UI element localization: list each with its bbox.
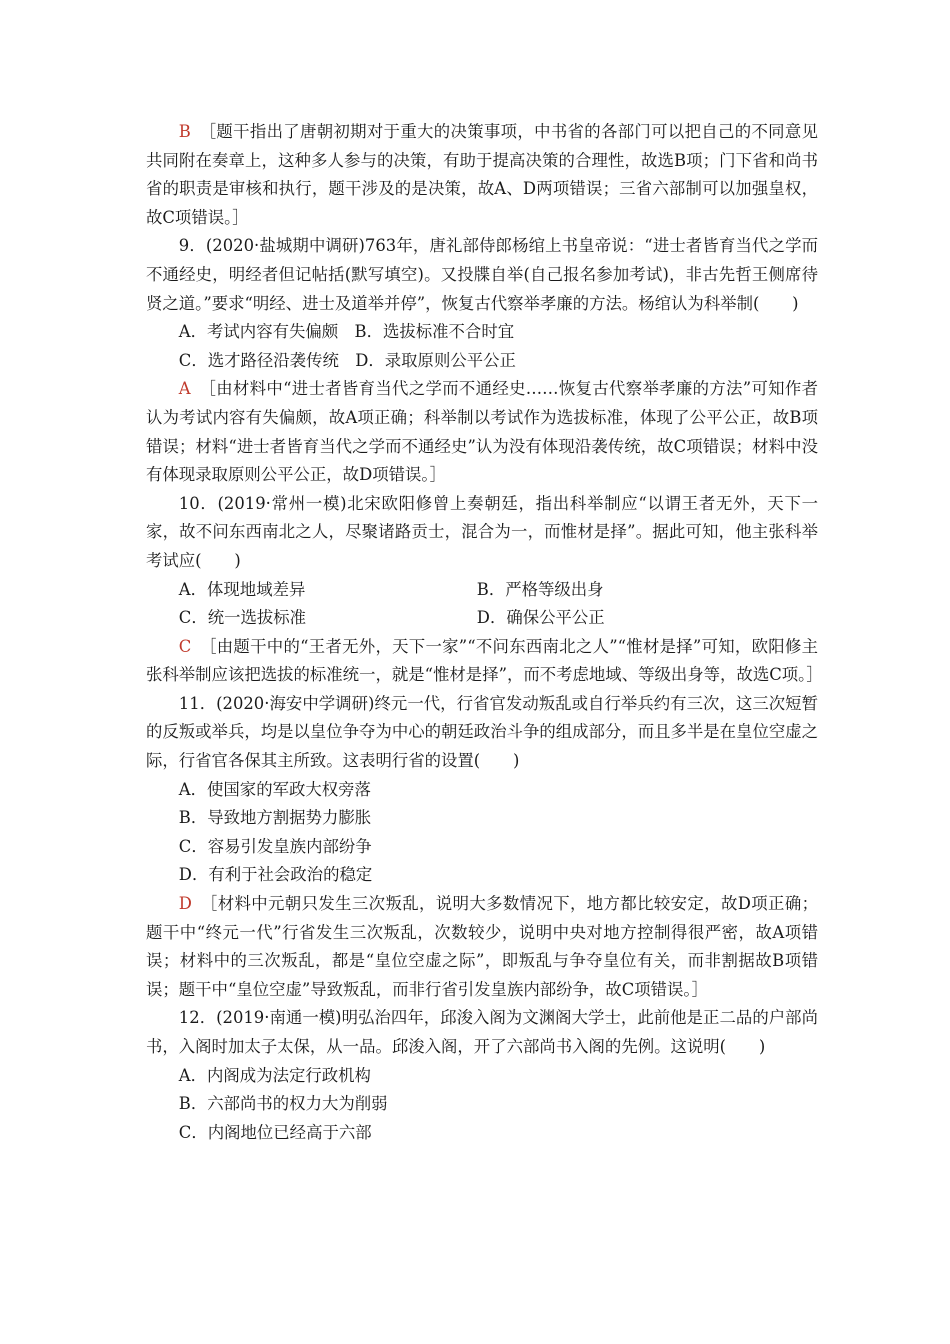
q11-answer-text: ［材料中元朝只发生三次叛乱，说明大多数情况下，地方都比较安定，故D项正确；题干中“终元一代”行省发生三次叛乱，次数较少，说明中央对地方控制得很严密，故A项错误；材料中的三次叛乱，都是“皇位空虚之际”，即叛乱与争夺皇位有关，而非割据故B项错误；题干中“皇位空虚”导致叛乱，而非行省引发皇族内部纷争，故C项错误。］ (146, 894, 818, 999)
q12-stem: 12．(2019·南通一模)明弘治四年，邱浚入阁为文渊阁大学士，此前他是正二品的户部尚书，入阁时加太子太保，从一品。邱浚入阁，开了六部尚书入阁的先例。这说明( ) (146, 1008, 818, 1056)
q11-option-a: A．使国家的军政大权旁落 (178, 779, 371, 799)
document-body (146, 118, 823, 1147)
q11-stem: 11．(2020·海安中学调研)终元一代，行省官发动叛乱或自行举兵约有三次，这三次短暂的反叛或举兵，均是以皇位争夺为中心的朝廷政治斗争的组成部分，而且多半是在皇位空虚之际，行省官各保其主所致。这表明行省的设置( ) (146, 693, 819, 771)
q10-option-c: C．统一选拔标准 (178, 608, 307, 628)
q9-options-line-2: C．选才路径沿袭传统 D．录取原则公平公正 (178, 350, 516, 370)
q10-answer-explanation (146, 633, 823, 690)
q9-answer-letter: A (178, 379, 191, 399)
q8-answer-text: ［题干指出了唐朝初期对于重大的决策事项，中书省的各部门可以把自己的不同意见共同附在奏章上，这种多人参与的决策，有助于提高决策的合理性，故选B项；门下省和尚书省的职责是审核和执行，题干涉及的是决策，故A、D两项错误；三省六部制可以加强皇权，故C项错误。］ (146, 122, 818, 227)
q11-answer-letter: D (178, 894, 192, 914)
q11-option-c: C．容易引发皇族内部纷争 (178, 836, 372, 856)
q12-option-a: A．内阁成为法定行政机构 (178, 1065, 371, 1085)
q12-option-b: B．六部尚书的权力大为削弱 (178, 1094, 388, 1114)
q10-answer-letter: C (178, 636, 192, 656)
q10-stem: 10．(2019·常州一模)北宋欧阳修曾上奏朝廷，指出科举制应“以谓王者无外，天下一家，故不问东西南北之人，尽聚诸路贡士，混合为一，而惟材是择”。据此可知，他主张科举考试应( ) (146, 493, 818, 570)
q10-option-a: A．体现地域差异 (178, 579, 306, 599)
q8-answer-letter: B (178, 122, 191, 141)
q10-options-row-1 (146, 576, 818, 605)
q10-options-row-2 (146, 604, 818, 633)
q10-answer-text: ［由题干中的“王者无外，天下一家”“不问东西南北之人”“惟材是择”可知，欧阳修主张科举制应该把选拔的标准统一，就是“惟材是择”，而不考虑地域、等级出身等，故选C项。］ (146, 636, 823, 685)
q9-options-line-1: A．考试内容有失偏颇 B．选拔标准不合时宜 (178, 322, 515, 342)
q11-answer-explanation (146, 890, 818, 1004)
q9-answer-explanation (146, 375, 818, 489)
q12-option-c: C．内阁地位已经高于六部 (178, 1122, 372, 1142)
q9-stem: 9．(2020·盐城期中调研)763年，唐礼部侍郎杨绾上书皇帝说：“进士者皆育当代之学而不通经史，明经者但记帖括(默写填空)。又投牒自举(自己报名参加考试)，非古先哲王侧席待贤之道。”要求“明经、进士及道举并停”，恢复古代察举孝廉的方法。杨绾认为科举制( ) (146, 236, 818, 313)
q9-answer-text: ［由材料中“进士者皆育当代之学而不通经史……恢复古代察举孝廉的方法”可知作者认为考试内容有失偏颇，故A项正确；科举制以考试作为选拔标准，体现了公平公正，故B项错误；材料“进士者皆育当代之学而不通经史”认为没有体现沿袭传统，故C项错误；材料中没有体现录取原则公平公正，故D项错误。］ (146, 379, 819, 485)
q11-option-b: B．导致地方割据势力膨胀 (178, 808, 372, 828)
q10-option-d: D．确保公平公正 (476, 608, 605, 628)
q11-option-d: D．有利于社会政治的稳定 (178, 865, 373, 885)
q8-answer-explanation (146, 118, 818, 232)
q10-option-b: B．严格等级出身 (476, 579, 604, 599)
